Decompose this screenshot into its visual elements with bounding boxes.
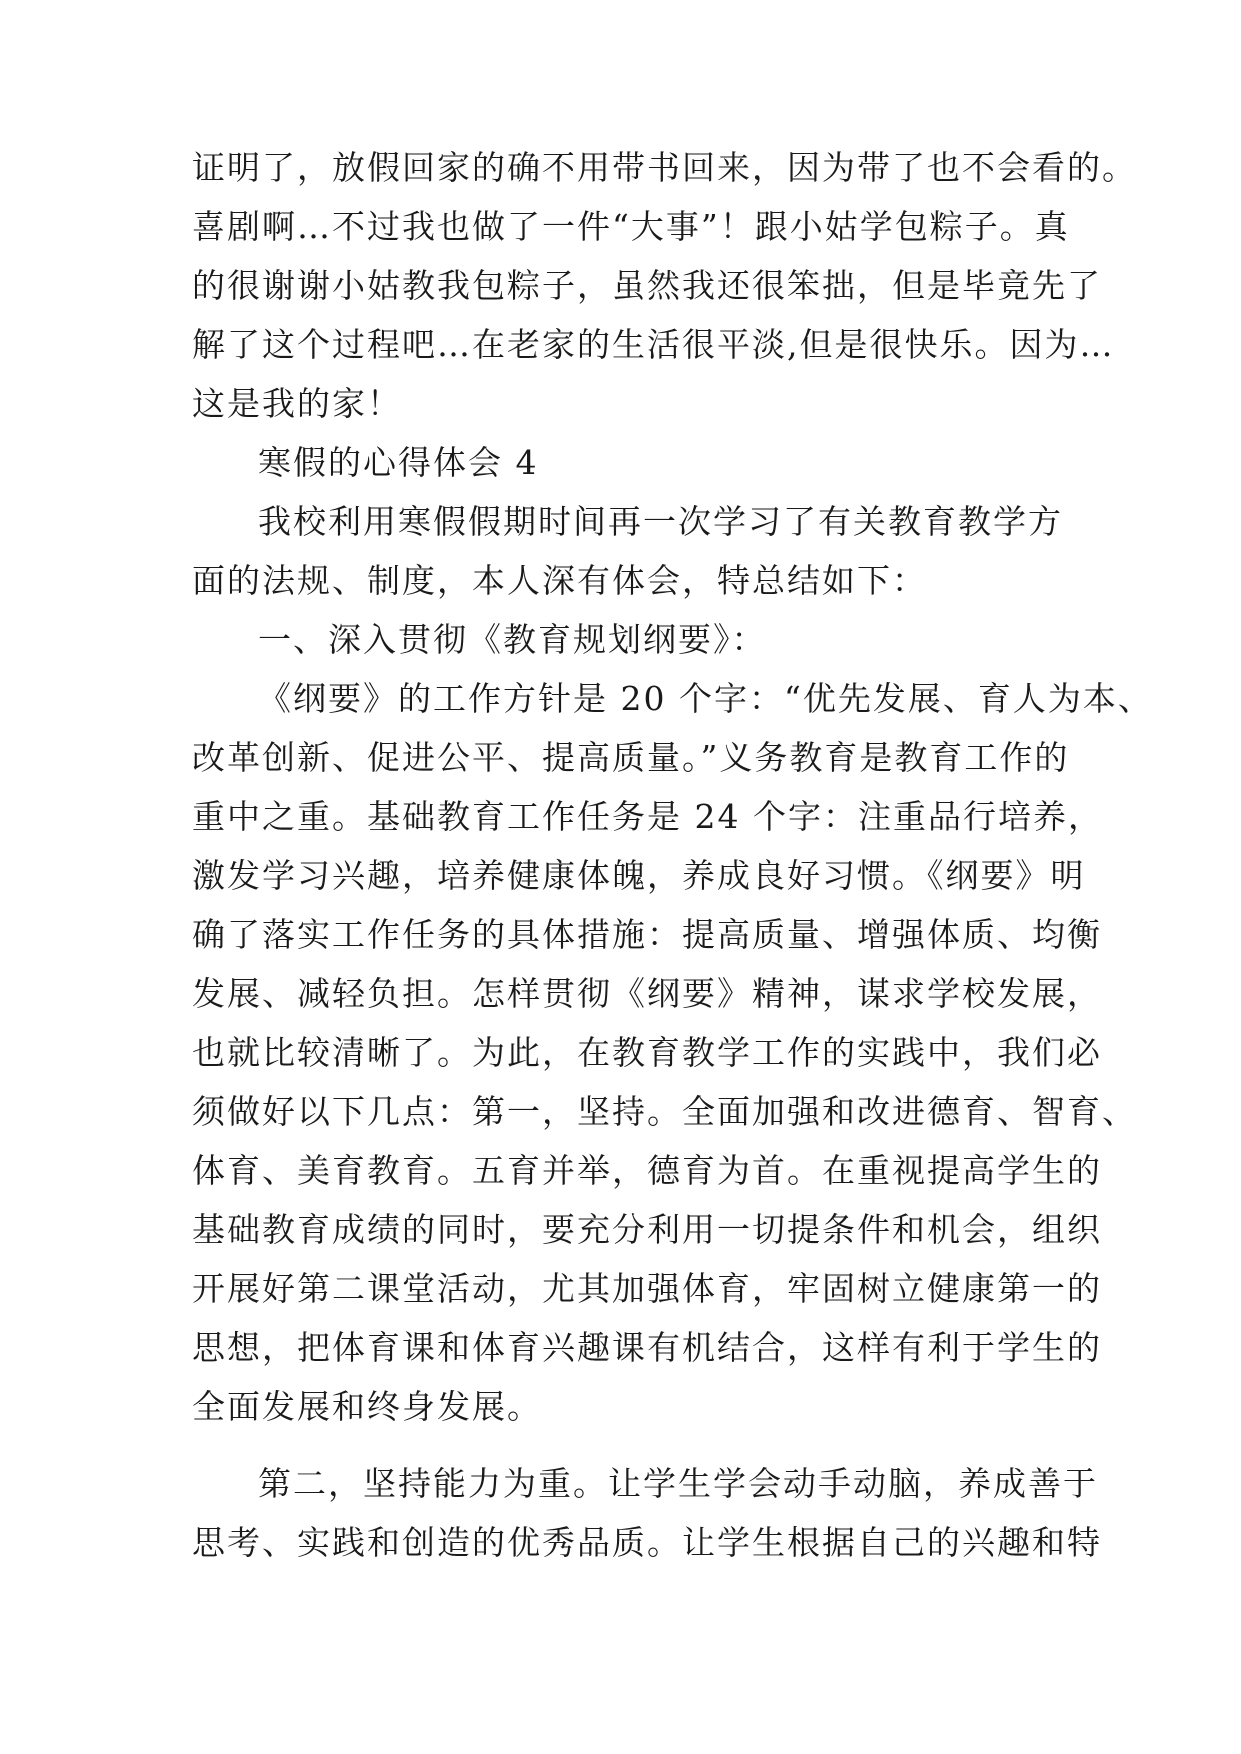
text-line: 证明了，放假回家的确不用带书回来，因为带了也不会看的。: [192, 148, 1137, 187]
subheading: 一、深入贯彻《教育规划纲要》：: [258, 620, 767, 659]
document-body: [192, 138, 1153, 1572]
text-line: 改革创新、促进公平、提高质量。”义务教育是教育工作的: [192, 738, 1070, 777]
text-line: 确了落实工作任务的具体措施：提高质量、增强体质、均衡: [192, 915, 1102, 954]
text-line: 重中之重。基础教育工作任务是 24 个字：注重品行培养，: [192, 797, 1103, 836]
text-line: 思想，把体育课和体育兴趣课有机结合，这样有利于学生的: [192, 1328, 1102, 1367]
text-line: 面的法规、制度，本人深有体会，特总结如下：: [192, 561, 927, 600]
text-line: 体育、美育教育。五育并举，德育为首。在重视提高学生的: [192, 1151, 1102, 1190]
section-heading: 寒假的心得体会 4: [258, 443, 539, 482]
paragraph-gap: [192, 1436, 1072, 1454]
text-line: 开展好第二课堂活动，尤其加强体育，牢固树立健康第一的: [192, 1269, 1102, 1308]
text-line: 解了这个过程吧…在老家的生活很平淡,但是很快乐。因为…: [192, 325, 1115, 364]
paragraph-start-line: 我校利用寒假假期时间再一次学习了有关教育教学方: [258, 502, 1063, 541]
text-line: 基础教育成绩的同时，要充分利用一切提条件和机会，组织: [192, 1210, 1102, 1249]
text-line: 全面发展和终身发展。: [192, 1387, 542, 1426]
text-line: 喜剧啊…不过我也做了一件“大事”！跟小姑学包粽子。真: [192, 207, 1070, 246]
text-line: 思考、实践和创造的优秀品质。让学生根据自己的兴趣和特: [192, 1523, 1102, 1562]
paragraph-start-line: 《纲要》的工作方针是 20 个字：“优先发展、育人为本、: [258, 679, 1153, 718]
text-line: 发展、减轻负担。怎样贯彻《纲要》精神，谋求学校发展，: [192, 974, 1102, 1013]
text-line: 也就比较清晰了。为此，在教育教学工作的实践中，我们必: [192, 1033, 1102, 1072]
text-line: 须做好以下几点：第一，坚持。全面加强和改进德育、智育、: [192, 1092, 1137, 1131]
text-line: 的很谢谢小姑教我包粽子，虽然我还很笨拙，但是毕竟先了: [192, 266, 1102, 305]
text-line: 这是我的家！: [192, 384, 402, 423]
paragraph-start-line: 第二，坚持能力为重。让学生学会动手动脑，养成善于: [258, 1464, 1098, 1503]
text-line: 激发学习兴趣，培养健康体魄，养成良好习惯。《纲要》明: [192, 856, 1086, 895]
